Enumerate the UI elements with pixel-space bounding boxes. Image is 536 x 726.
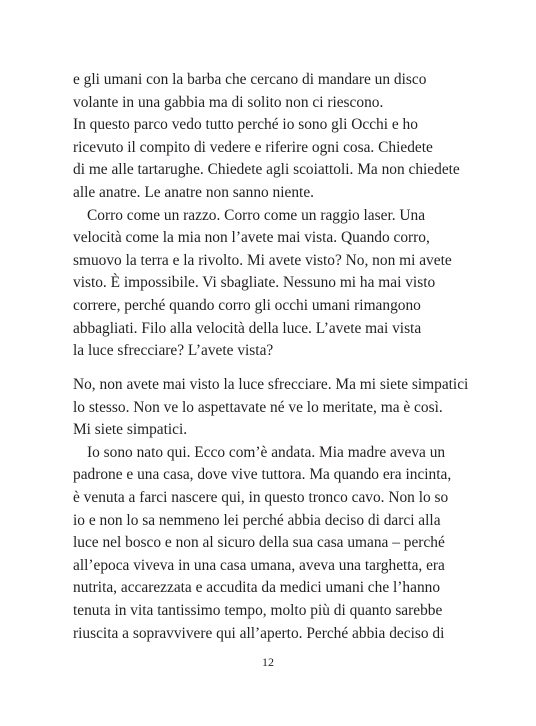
text-line: smuovo la terra e la rivolto. Mi avete visto? No, non mi avete: [73, 251, 452, 269]
text-line: di me alle tartarughe. Chiedete agli scoiattoli. Ma non chiedete: [73, 161, 460, 179]
text-line: abbagliati. Filo alla velocità della luce. L’avete mai vista: [73, 319, 422, 337]
text-line: nutrita, accarezzata e accudita da medici umani che l’hanno: [73, 579, 441, 597]
text-line: riuscita a sopravvivere qui all’aperto. Perché abbia deciso di: [73, 624, 445, 642]
text-line: all’epoca viveva in una casa umana, aveva una targhetta, era: [73, 556, 445, 574]
text-section-1: [73, 69, 468, 363]
text-line: luce nel bosco e non al sicuro della sua casa umana – perché: [73, 534, 445, 552]
text-section-2: [73, 374, 468, 645]
paragraph-start-line: Io sono nato qui. Ecco com’è andata. Mia madre aveva un: [87, 443, 446, 461]
text-line: lo stesso. Non ve lo aspettavate né ve lo meritate, ma è così.: [73, 398, 443, 416]
text-line: alle anatre. Le anatre non sanno niente.: [73, 183, 315, 201]
text-line: padrone e una casa, dove vive tuttora. Ma quando era incinta,: [73, 466, 452, 484]
text-line: In questo parco vedo tutto perché io sono gli Occhi e ho: [73, 116, 418, 134]
paragraph-start-line: Corro come un razzo. Corro come un raggio laser. Una: [87, 206, 426, 224]
text-line: volante in una gabbia ma di solito non ci riescono.: [73, 93, 384, 111]
text-line: visto. È impossibile. Vi sbagliate. Nessuno mi ha mai visto: [73, 274, 436, 292]
text-line: e gli umani con la barba che cercano di mandare un disco: [73, 71, 427, 88]
text-line: correre, perché quando corro gli occhi umani rimangono: [73, 296, 421, 314]
page-number: 12: [262, 655, 274, 669]
text-line: velocità come la mia non l’avete mai vista. Quando corro,: [73, 229, 430, 247]
text-line: tenuta in vita tantissimo tempo, molto più di quanto sarebbe: [73, 601, 443, 619]
text-line: No, non avete mai visto la luce sfrecciare. Ma mi siete simpatici: [73, 376, 469, 393]
text-line: io e non lo sa nemmeno lei perché abbia deciso di darci alla: [73, 511, 441, 529]
text-line: Mi siete simpatici.: [73, 421, 188, 439]
text-line: ricevuto il compito di vedere e riferire ogni cosa. Chiedete: [73, 138, 433, 156]
text-line: è venuta a farci nascere qui, in questo tronco cavo. Non lo so: [73, 488, 449, 506]
text-line: la luce sfrecciare? L’avete vista?: [73, 342, 274, 360]
